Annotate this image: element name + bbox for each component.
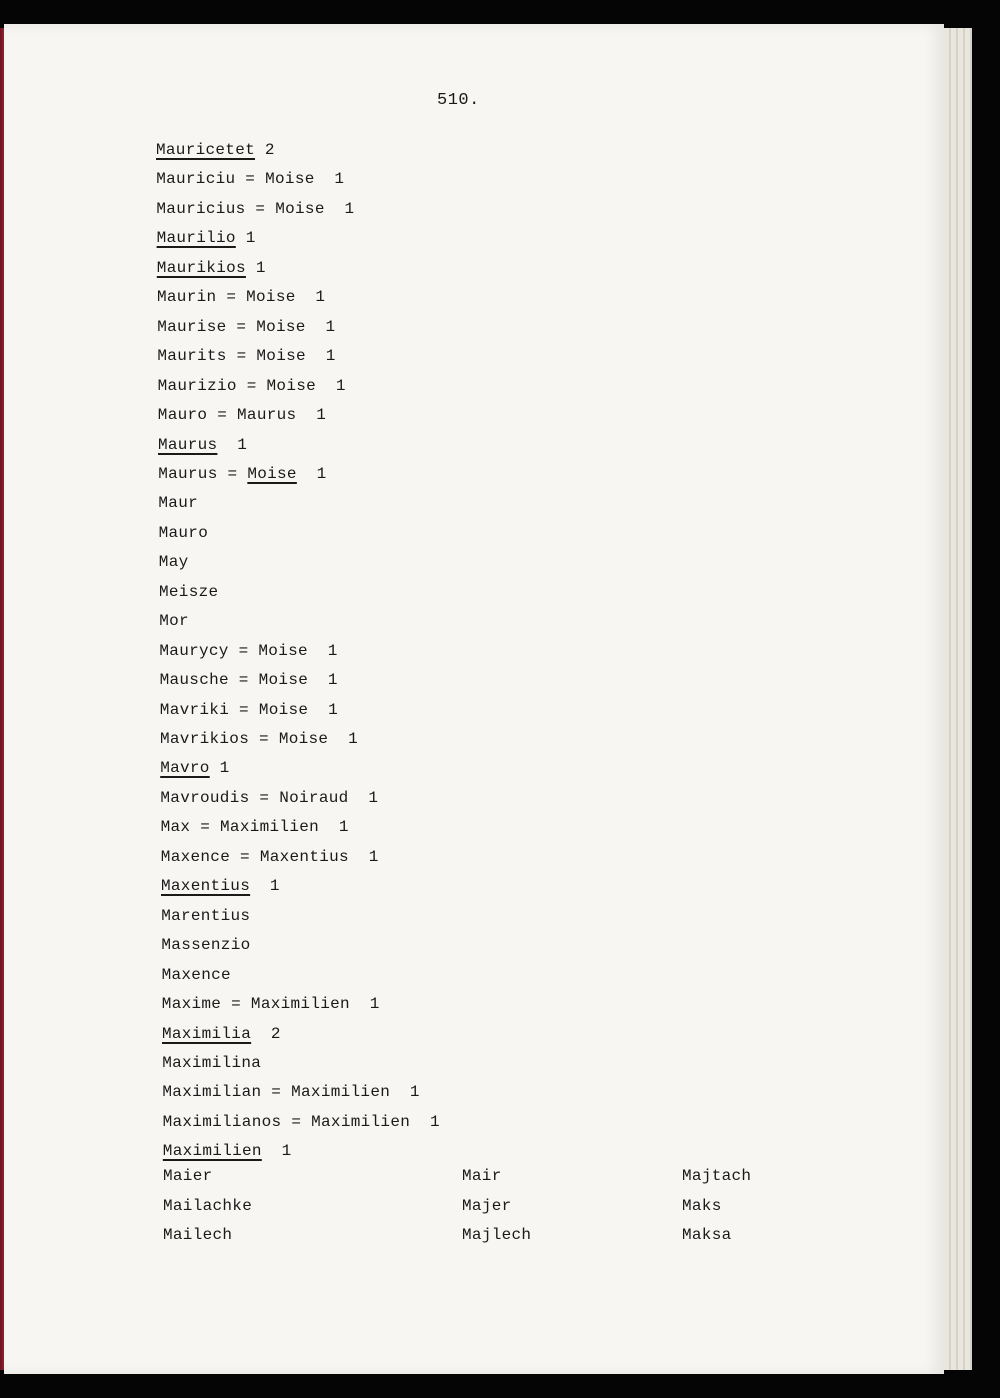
entry-name: Maximilian (162, 1083, 262, 1102)
name-entry (158, 464, 326, 484)
entry-detail: = Maximilien 1 (221, 995, 380, 1014)
entry-name: May (158, 553, 189, 572)
column-name-left: Mailech (163, 1226, 233, 1244)
entry-name: Meisze (159, 582, 219, 601)
name-entry (160, 670, 338, 690)
entry-name: Mavriki (159, 700, 230, 719)
entry-detail: = Moise 1 (229, 700, 339, 719)
entry-name: Maximilina (162, 1053, 262, 1072)
entry-detail: 1 (217, 435, 248, 454)
name-entry (159, 552, 189, 572)
entry-detail: 2 (251, 1024, 281, 1043)
name-entry (156, 169, 344, 189)
entry-name: Maurikios (156, 258, 246, 277)
entry-name: Marentius (161, 906, 251, 925)
name-entry (163, 1141, 292, 1161)
entry-name: Maxime (161, 995, 222, 1014)
entry-name: Mavro (160, 759, 210, 778)
entry-name: Maurycy (159, 641, 229, 660)
entry-name: Maximilien (162, 1142, 262, 1161)
entry-detail: = Moise 1 (226, 317, 336, 336)
entry-name: Maxence (160, 847, 231, 866)
entry-name: Maxentius (161, 877, 251, 896)
name-entry (162, 1053, 261, 1073)
entry-name: Mavrikios (160, 730, 250, 748)
entry-detail: = (217, 464, 248, 483)
entry-detail: = Moise 1 (235, 170, 345, 189)
entry-detail: = Moise 1 (226, 347, 336, 366)
entry-name: Mor (159, 612, 189, 631)
name-entry (158, 405, 326, 425)
entry-name: Maximilia (162, 1024, 252, 1043)
name-entry (162, 1024, 281, 1044)
entry-name: Maurise (157, 317, 227, 336)
entry-detail: = Maxentius 1 (230, 847, 379, 866)
entry-name: Mavroudis (160, 788, 250, 807)
entry-name: Mauricius (156, 199, 246, 218)
entry-detail: = Maximilien 1 (190, 818, 349, 837)
entry-detail: 1 (250, 877, 280, 896)
entry-detail: = Moise 1 (245, 199, 355, 218)
name-entry (157, 258, 266, 278)
column-name-left: Mailachke (163, 1196, 253, 1215)
entry-detail: 1 (245, 258, 266, 277)
entry-detail: 1 (235, 229, 256, 248)
name-entry (162, 994, 380, 1014)
entry-detail: 1 (209, 759, 230, 778)
entry-name: Maurilio (156, 229, 236, 248)
name-entry (160, 788, 378, 808)
column-name-right: Majtach (682, 1167, 752, 1185)
book-page (4, 24, 944, 1374)
name-entry (159, 641, 337, 661)
name-entry (160, 758, 229, 778)
page-number: 510. (437, 91, 480, 110)
entry-name: Massenzio (161, 936, 251, 955)
name-entry (161, 817, 349, 837)
name-entry (160, 729, 358, 749)
column-name-right: Maks (682, 1196, 722, 1215)
name-entry (158, 493, 198, 513)
entry-name: Mauro (157, 406, 208, 425)
entry-detail: = Moise 1 (228, 641, 338, 660)
name-entry (161, 906, 250, 926)
column-name-left: Maier (163, 1167, 213, 1185)
entry-name: Maurin (157, 288, 217, 307)
entry-detail: = Maurus 1 (207, 406, 327, 425)
name-entry (159, 582, 218, 602)
name-entry (161, 847, 379, 867)
name-entry (162, 965, 231, 985)
name-entry (157, 228, 256, 248)
name-entry (163, 1112, 440, 1132)
name-entry (158, 435, 247, 455)
name-entry (157, 317, 335, 337)
name-entry (159, 523, 209, 543)
column-name-middle: Majlech (462, 1226, 532, 1244)
entry-detail: = Moise 1 (228, 671, 338, 690)
entry-name: Mauricetet (156, 141, 256, 159)
entry-detail: = Noiraud 1 (249, 788, 379, 807)
entry-count: 1 (296, 464, 327, 483)
entry-name: Maxence (161, 965, 231, 984)
entry-name: Mauriciu (156, 170, 236, 189)
entry-detail: 2 (255, 141, 275, 159)
entry-name: Mauro (158, 523, 209, 542)
entry-reference: Moise (247, 464, 297, 483)
entry-detail: = Maximilien 1 (281, 1112, 440, 1131)
name-entry (160, 700, 338, 720)
name-entry (156, 140, 275, 160)
entry-detail: = Moise 1 (249, 730, 359, 748)
name-entry (159, 611, 189, 631)
name-entry (161, 876, 280, 896)
entry-name: Maximilianos (162, 1112, 282, 1131)
entry-name: Maurus (158, 435, 218, 454)
column-name-middle: Majer (462, 1196, 512, 1215)
column-name-middle: Mair (462, 1167, 502, 1185)
entry-name: Maurits (157, 347, 227, 366)
name-entry (158, 376, 346, 396)
name-entry (161, 935, 250, 955)
name-entry (156, 199, 354, 219)
name-entry (162, 1082, 419, 1102)
entry-detail: 1 (261, 1142, 292, 1161)
entry-detail: = Moise 1 (236, 376, 346, 395)
entry-name: Max (160, 818, 191, 837)
name-entry (157, 346, 335, 366)
entry-name: Maur (158, 494, 198, 513)
entry-name: Mausche (159, 671, 229, 690)
entry-detail: = Maximilien 1 (261, 1083, 420, 1102)
entry-name: Maurus (158, 464, 218, 483)
column-name-right: Maksa (682, 1226, 732, 1244)
name-entry (157, 287, 325, 307)
entry-detail: = Moise 1 (216, 288, 326, 307)
entry-name: Maurizio (157, 376, 237, 395)
